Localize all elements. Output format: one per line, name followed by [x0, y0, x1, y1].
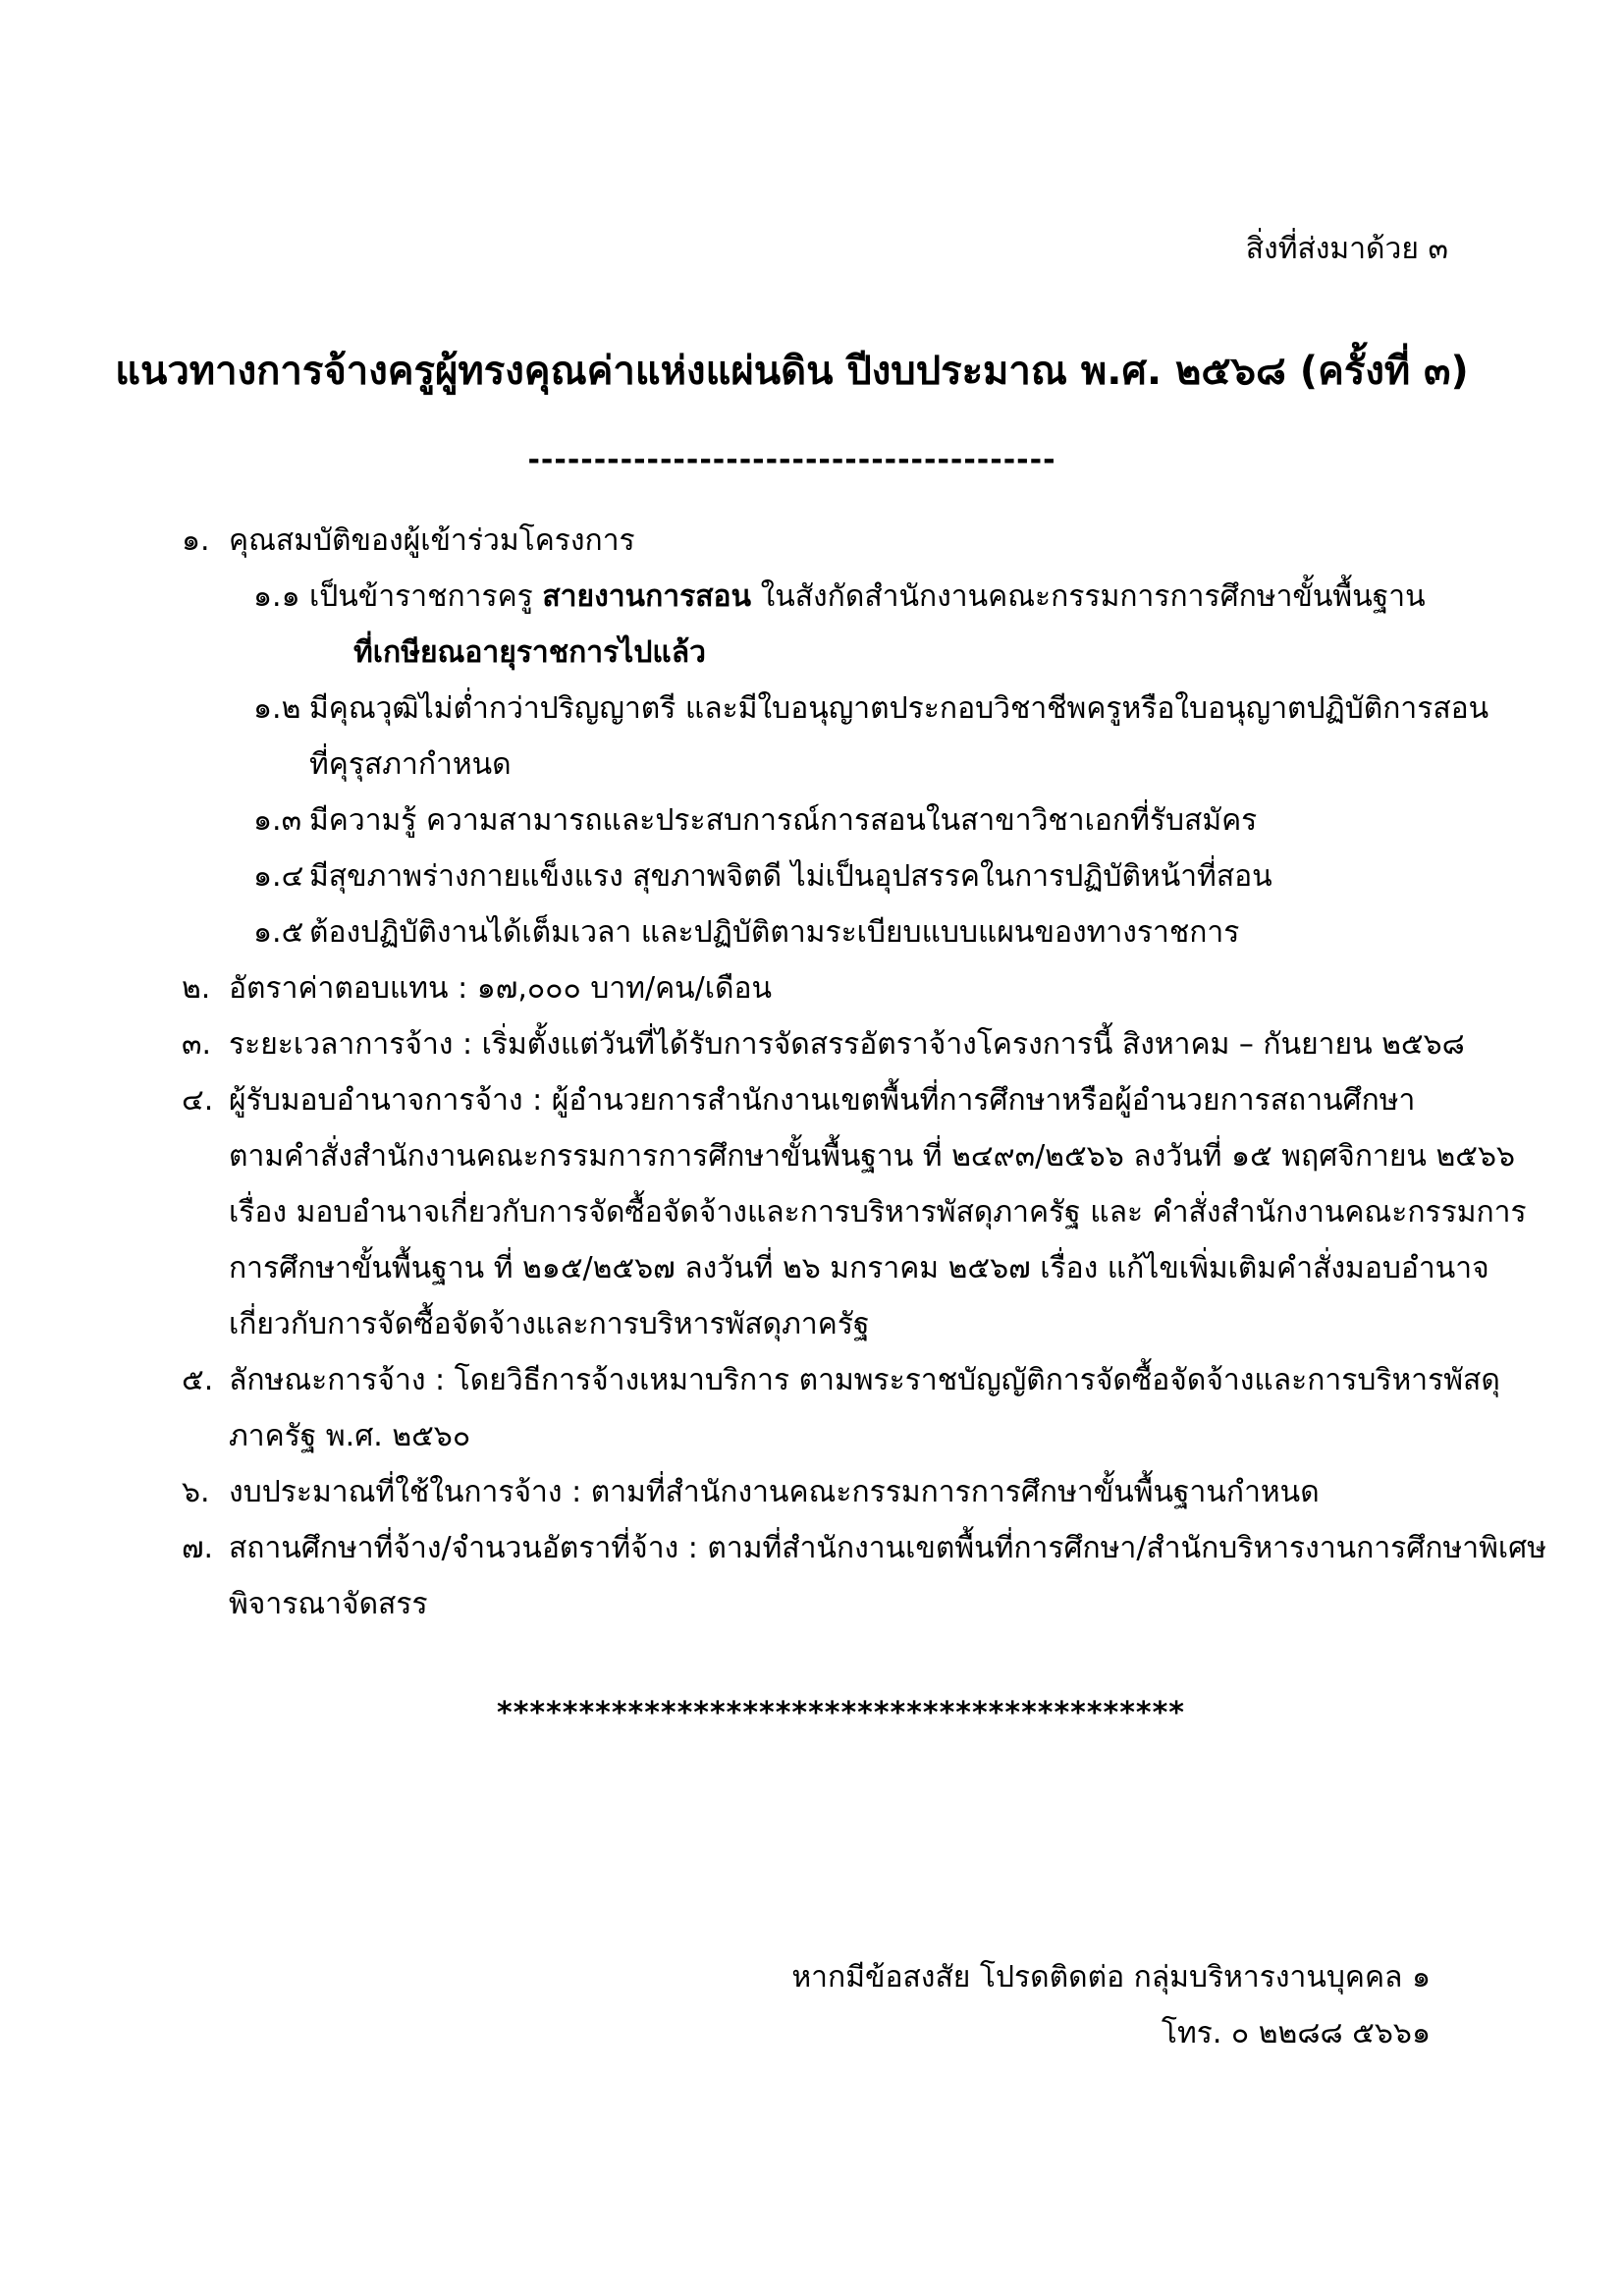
item-number: ๕.: [182, 1363, 214, 1397]
item-text: การศึกษาขั้นพื้นฐาน ที่ ๒๑๕/๒๕๖๗ ลงวันที่ ๒๖ มกราคม ๒๕๖๗ เรื่อง แก้ไขเพิ่มเติมคำสั่งมอบอำนาจ: [229, 1251, 1489, 1285]
item-text: ภาครัฐ พ.ศ. ๒๕๖๐: [229, 1419, 471, 1453]
list-item-4-continuation: [0, 1296, 1623, 1352]
list-item-3: [0, 1016, 1623, 1072]
list-item-1: [0, 513, 1623, 569]
item-number: ๔.: [182, 1083, 214, 1118]
list-item-5: [0, 1352, 1623, 1408]
item-number: ๓.: [182, 1027, 212, 1062]
list-item-1-3: [0, 793, 1623, 848]
list-item-4-continuation: [0, 1128, 1623, 1184]
item-text: ผู้รับมอบอำนาจการจ้าง : ผู้อำนวยการสำนักงานเขตพื้นที่การศึกษาหรือผู้อำนวยการสถานศึกษา: [229, 1083, 1416, 1118]
contact-phone: โทร. ๐ ๒๒๘๘ ๕๖๖๑: [1161, 2016, 1431, 2050]
item-number: ๑.: [182, 523, 210, 558]
item-text: ที่คุรุสภากำหนด: [309, 747, 512, 782]
item-text: ตามคำสั่งสำนักงานคณะกรรมการการศึกษาขั้นพื้นฐาน ที่ ๒๔๙๓/๒๕๖๖ ลงวันที่ ๑๕ พฤศจิกายน ๒๕๖๖: [229, 1139, 1516, 1174]
item-number: ๒.: [182, 971, 211, 1006]
item-text: เกี่ยวกับการจัดซื้อจัดจ้างและการบริหารพัสดุภาครัฐ: [229, 1307, 870, 1341]
item-text: คุณสมบัติของผู้เข้าร่วมโครงการ: [229, 523, 635, 558]
item-number: ๑.๑: [253, 579, 300, 614]
list-item-1-4: [0, 848, 1623, 904]
list-item-6: [0, 1464, 1623, 1520]
item-text-bold: สายงานการสอน: [542, 579, 752, 614]
item-text: สถานศึกษาที่จ้าง/จำนวนอัตราที่จ้าง : ตามที่สำนักงานเขตพื้นที่การศึกษา/สำนักบริหารงานการศึกษาพิเศษ: [229, 1531, 1546, 1565]
list-item-7-continuation: [0, 1576, 1623, 1632]
list-item-5-continuation: [0, 1408, 1623, 1464]
list-item-1-1: [0, 569, 1623, 625]
item-text: เป็นข้าราชการครู: [309, 579, 543, 614]
item-text: ระยะเวลาการจ้าง : เริ่มตั้งแต่วันที่ได้รับการจัดสรรอัตราจ้างโครงการนี้ สิงหาคม – กันยายน ๒๕๖๘: [229, 1027, 1465, 1062]
item-number: ๗.: [182, 1531, 214, 1565]
list-item-2: [0, 960, 1623, 1016]
page-title: แนวทางการจ้างครูผู้ทรงคุณค่าแห่งแผ่นดิน ปีงบประมาณ พ.ศ. ๒๕๖๘ (ครั้งที่ ๓): [115, 349, 1469, 394]
list-item-1-5: [0, 904, 1623, 960]
item-text: อัตราค่าตอบแทน : ๑๗,๐๐๐ บาท/คน/เดือน: [229, 971, 773, 1006]
item-number: ๑.๔: [253, 859, 304, 894]
contact-block: [791, 1949, 1431, 2061]
item-text: พิจารณาจัดสรร: [229, 1587, 428, 1621]
item-text: เรื่อง มอบอำนาจเกี่ยวกับการจัดซื้อจัดจ้างและการบริหารพัสดุภาครัฐ และ คำสั่งสำนักงานคณะกรรมการ: [229, 1195, 1527, 1230]
list-item-4: [0, 1072, 1623, 1128]
item-number: ๑.๕: [253, 915, 304, 950]
item-number: ๑.๓: [253, 803, 302, 838]
content-list: [0, 513, 1623, 1632]
attachment-note: สิ่งที่ส่งมาด้วย ๓: [1245, 232, 1448, 266]
list-item-1-1-continuation: [0, 625, 1623, 681]
item-number: ๖.: [182, 1475, 210, 1509]
item-text: ต้องปฏิบัติงานได้เต็มเวลา และปฏิบัติตามระเบียบแบบแผนของทางราชการ: [309, 915, 1240, 950]
item-text: ลักษณะการจ้าง : โดยวิธีการจ้างเหมาบริการ ตามพระราชบัญญัติการจัดซื้อจัดจ้างและการบริหารพัสดุ: [229, 1363, 1500, 1397]
item-text: มีสุขภาพร่างกายแข็งแรง สุขภาพจิตดี ไม่เป็นอุปสรรคในการปฏิบัติหน้าที่สอน: [309, 859, 1272, 894]
list-item-1-2: [0, 681, 1623, 737]
item-text: มีความรู้ ความสามารถและประสบการณ์การสอนในสาขาวิชาเอกที่รับสมัคร: [309, 803, 1258, 838]
list-item-1-2-continuation: [0, 737, 1623, 793]
contact-line: หากมีข้อสงสัย โปรดติดต่อ กลุ่มบริหารงานบุคคล ๑: [791, 1960, 1431, 1995]
list-item-7: [0, 1520, 1623, 1576]
item-text-bold: ที่เกษียณอายุราชการไปแล้ว: [353, 635, 706, 670]
item-number: ๑.๒: [253, 691, 301, 726]
item-text: มีคุณวุฒิไม่ต่ำกว่าปริญญาตรี และมีใบอนุญาตประกอบวิชาชีพครูหรือใบอนุญาตปฏิบัติการสอน: [309, 691, 1489, 726]
list-item-4-continuation: [0, 1184, 1623, 1240]
list-item-4-continuation: [0, 1240, 1623, 1296]
closing-separator: ******************************************: [497, 1696, 1185, 1730]
item-text: ในสังกัดสำนักงานคณะกรรมการการศึกษาขั้นพื้นฐาน: [751, 579, 1426, 614]
item-text: งบประมาณที่ใช้ในการจ้าง : ตามที่สำนักงานคณะกรรมการการศึกษาขั้นพื้นฐานกำหนด: [229, 1475, 1320, 1509]
title-divider: ----------------------------------------: [527, 443, 1056, 477]
